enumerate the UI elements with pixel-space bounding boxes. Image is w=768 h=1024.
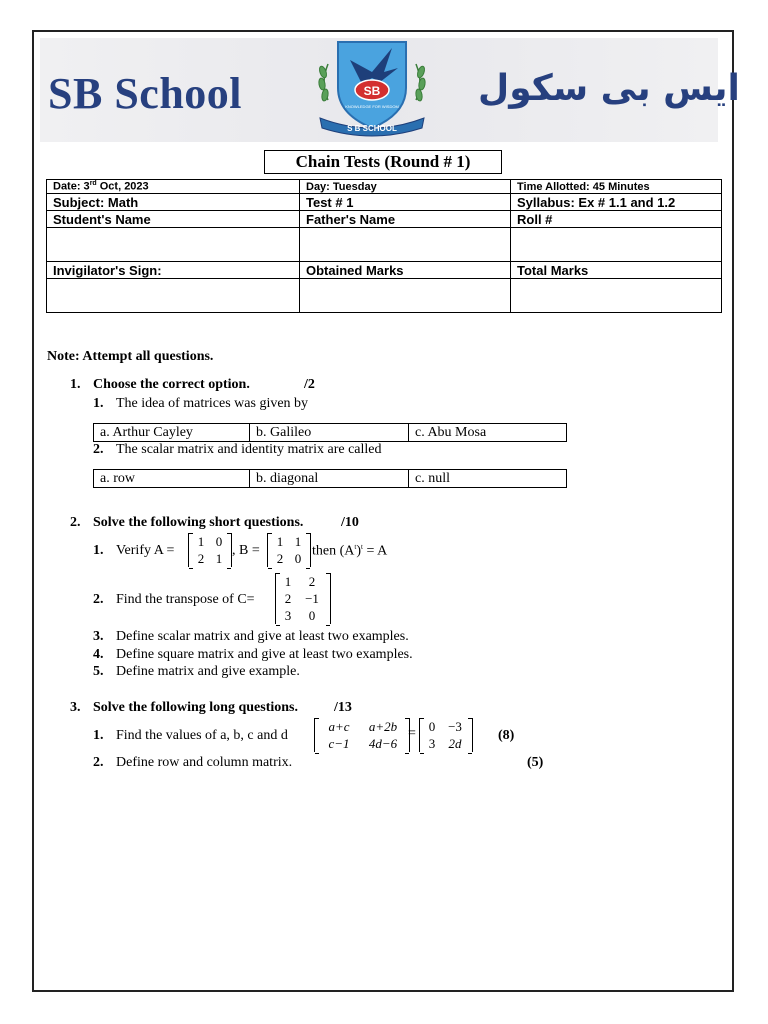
roll-number-label: Roll # <box>511 211 722 228</box>
option-b[interactable]: b. Galileo <box>250 424 409 442</box>
day-cell: Day: Tuesday <box>300 180 511 194</box>
q2-1-number: 1. <box>93 543 104 558</box>
q2-4-number: 4. <box>93 647 104 662</box>
q2-1-text-mid: , B = <box>232 543 260 558</box>
matrix-unknowns: a+c a+2b c−1 4d−6 <box>314 718 410 752</box>
q3-1-text: Find the values of a, b, c and d <box>116 728 288 743</box>
q2-1-text-post: then $(A^t)^t = A$ <box>312 543 388 559</box>
student-name-field[interactable] <box>47 228 300 262</box>
time-allotted-cell: Time Allotted: 45 Minutes <box>511 180 722 194</box>
matrix-result: 0 −3 3 2d <box>419 718 473 752</box>
svg-text:SB: SB <box>363 84 381 98</box>
school-name-urdu: ایس بی سکول <box>478 68 740 109</box>
school-logo <box>314 38 430 138</box>
q1-2-options <box>93 469 567 488</box>
q2-1-text-pre: Verify A = <box>116 543 175 558</box>
q1-1-options <box>93 423 567 442</box>
q2-3-number: 3. <box>93 629 104 644</box>
total-marks-field[interactable] <box>511 279 722 313</box>
svg-text:KNOWLEDGE FOR WISDOM: KNOWLEDGE FOR WISDOM <box>345 104 399 109</box>
q3-1-number: 1. <box>93 728 104 743</box>
student-name-label: Student's Name <box>47 211 300 228</box>
student-info-table <box>46 179 722 313</box>
matrix-b: 1 1 2 0 <box>267 533 311 567</box>
laurel-left-icon <box>318 64 329 101</box>
option-c[interactable]: c. Abu Mosa <box>409 424 567 442</box>
option-c[interactable]: c. null <box>409 470 567 488</box>
q3-heading: Solve the following long questions. <box>93 700 298 715</box>
obtained-marks-field[interactable] <box>300 279 511 313</box>
laurel-right-icon <box>415 64 426 101</box>
q3-1-marks: (8) <box>498 728 515 743</box>
father-name-field[interactable] <box>300 228 511 262</box>
invigilator-sign-label: Invigilator's Sign: <box>47 262 300 279</box>
q2-4-text: Define square matrix and give at least two examples. <box>116 647 413 662</box>
q1-number: 1. <box>70 377 81 392</box>
q2-3-text: Define scalar matrix and give at least two examples. <box>116 629 409 644</box>
equals-sign: = <box>408 726 416 741</box>
subject-cell: Subject: Math <box>47 194 300 211</box>
q3-number: 3. <box>70 700 81 715</box>
q2-heading: Solve the following short questions. <box>93 515 304 530</box>
option-a[interactable]: a. row <box>94 470 250 488</box>
roll-number-field[interactable] <box>511 228 722 262</box>
svg-text:S B SCHOOL: S B SCHOOL <box>347 124 397 133</box>
obtained-marks-label: Obtained Marks <box>300 262 511 279</box>
matrix-a: 1 0 2 1 <box>188 533 232 567</box>
page-border <box>32 30 734 992</box>
option-b[interactable]: b. diagonal <box>250 470 409 488</box>
q2-2-text: Find the transpose of C= <box>116 592 255 607</box>
q1-1-number: 1. <box>93 396 104 411</box>
q1-marks: /2 <box>304 377 315 392</box>
invigilator-sign-field[interactable] <box>47 279 300 313</box>
note-text: Note: Attempt all questions. <box>47 349 214 364</box>
q1-2-number: 2. <box>93 442 104 457</box>
test-title: Chain Tests (Round # 1) <box>264 150 502 174</box>
matrix-c: 1 2 2 −1 3 0 <box>275 573 331 624</box>
father-name-label: Father's Name <box>300 211 511 228</box>
q1-heading: Choose the correct option. <box>93 377 250 392</box>
q2-2-number: 2. <box>93 592 104 607</box>
q3-2-marks: (5) <box>527 755 544 770</box>
option-a[interactable]: a. Arthur Cayley <box>94 424 250 442</box>
q2-marks: /10 <box>341 515 359 530</box>
syllabus-cell: Syllabus: Ex # 1.1 and 1.2 <box>511 194 722 211</box>
q2-number: 2. <box>70 515 81 530</box>
q1-1-text: The idea of matrices was given by <box>116 396 309 411</box>
q1-2-text: The scalar matrix and identity matrix are called <box>116 442 382 457</box>
total-marks-label: Total Marks <box>511 262 722 279</box>
q3-2-number: 2. <box>93 755 104 770</box>
q3-marks: /13 <box>334 700 352 715</box>
q3-2-text: Define row and column matrix. <box>116 755 293 770</box>
test-number-cell: Test # 1 <box>300 194 511 211</box>
school-name: SB School <box>48 69 243 118</box>
date-cell: Date: 3rd Oct, 2023 <box>47 180 300 194</box>
q2-5-text: Define matrix and give example. <box>116 664 300 679</box>
q2-5-number: 5. <box>93 664 104 679</box>
